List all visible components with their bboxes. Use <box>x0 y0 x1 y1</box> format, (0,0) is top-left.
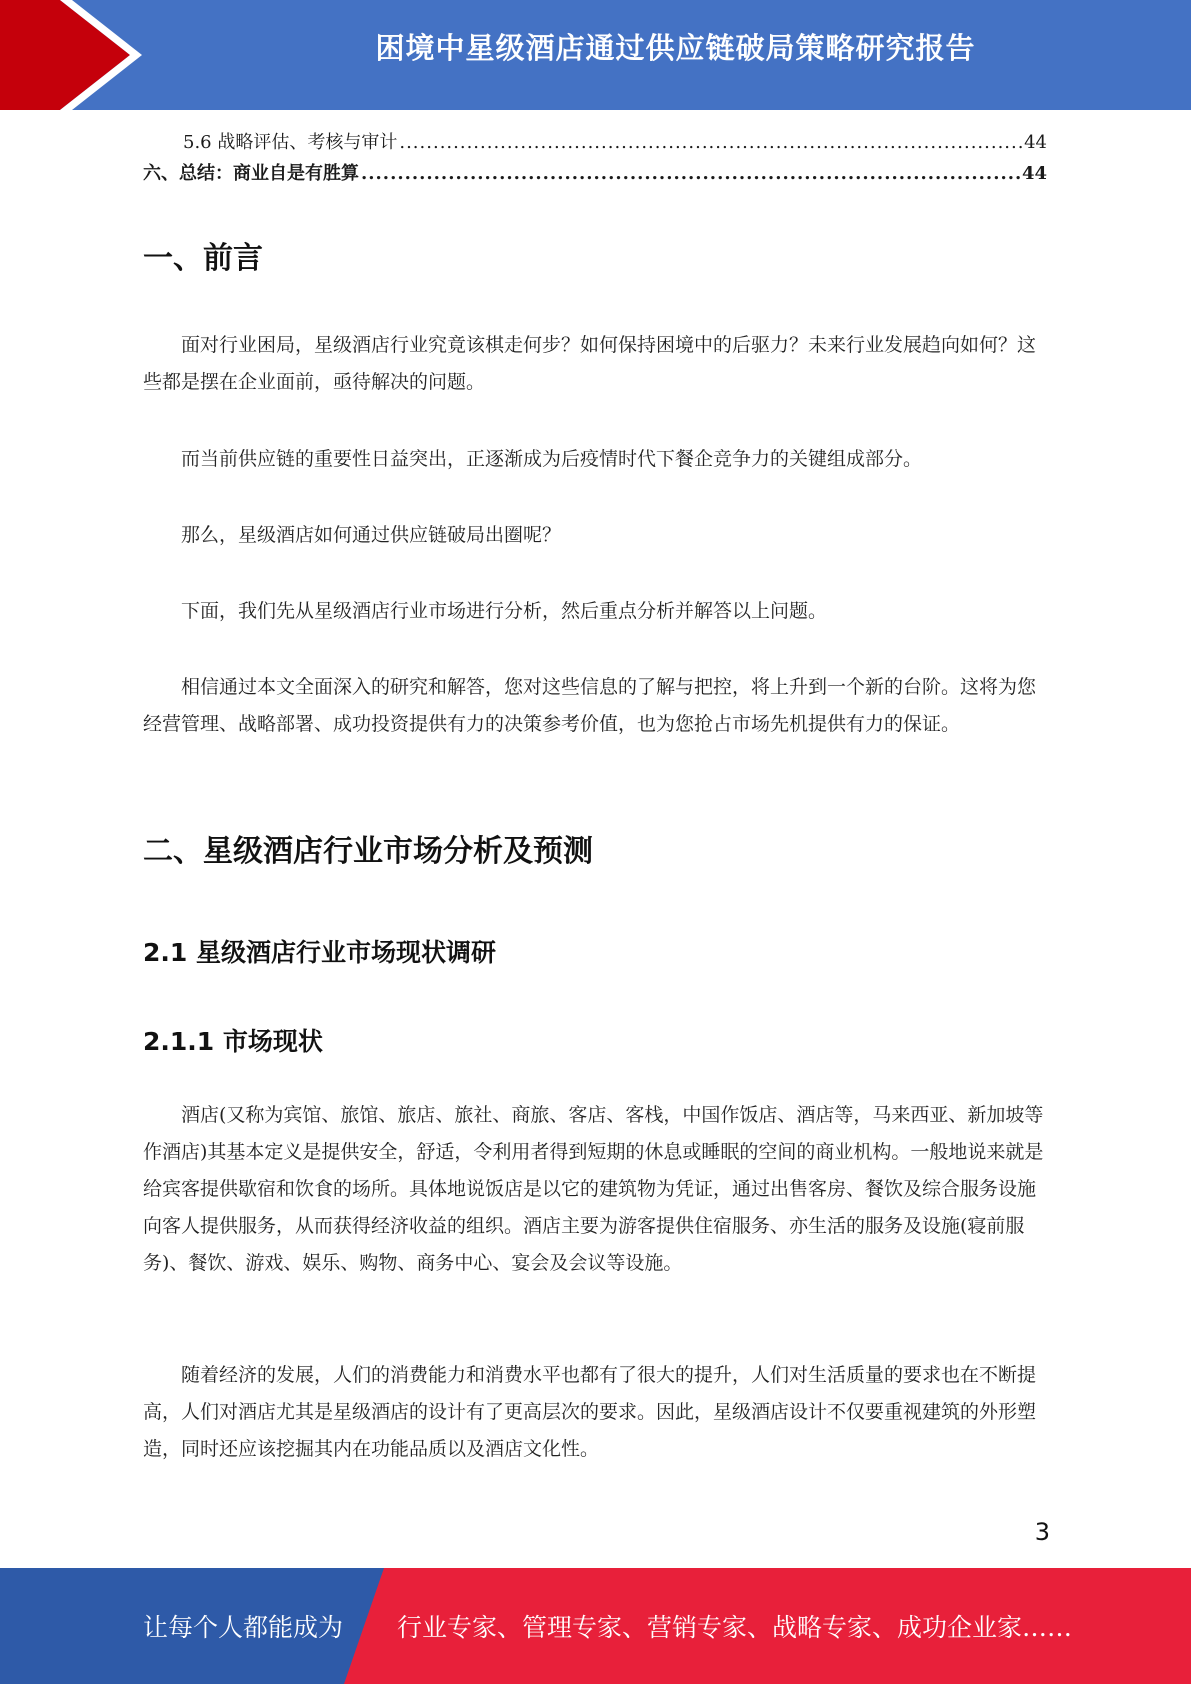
toc-entry[interactable] <box>143 160 1047 188</box>
footer-slogan-right: 行业专家、管理专家、营销专家、战略专家、成功企业家…… <box>397 1613 1073 1642</box>
header-title: 困境中星级酒店通过供应链破局策略研究报告 <box>375 31 976 65</box>
toc-entry-page: 44 <box>1024 132 1047 153</box>
toc-entry-label: 六、总结：商业自是有胜算 <box>143 163 359 184</box>
page-header <box>0 0 1191 110</box>
toc-entry[interactable] <box>143 129 1047 157</box>
toc-leader <box>399 129 1022 157</box>
subsection-heading: 2.1 星级酒店行业市场现状调研 <box>143 938 496 967</box>
page-number: 3 <box>1034 1518 1050 1546</box>
toc-entry-page: 44 <box>1021 163 1047 184</box>
toc-entry-label: 5.6 战略评估、考核与审计 <box>183 132 398 153</box>
paragraph: 酒店(又称为宾馆、旅馆、旅店、旅社、商旅、客店、客栈，中国作饭店、酒店等，马来西亚、新加坡等作酒店)其基本定义是提供安全，舒适，令利用者得到短期的休息或睡眠的空间的商业机构。一般地说来就是给宾客提供歇宿和饮食的场所。具体地说饭店是以它的建筑物为凭证，通过出售客房、餐饮及综合服务设施向客人提供服务，从而获得经济收益的组织。酒店主要为游客提供住宿服务、亦生活的服务及设施(寝前服务)、餐饮、游戏、娱乐、购物、商务中心、宴会及会议等设施。 <box>143 1104 1044 1274</box>
section-heading-market: 二、星级酒店行业市场分析及预测 <box>143 834 593 869</box>
paragraph: 下面，我们先从星级酒店行业市场进行分析，然后重点分析并解答以上问题。 <box>181 600 828 622</box>
footer-slogan-left: 让每个人都能成为 <box>143 1613 344 1642</box>
paragraph: 面对行业困局，星级酒店行业究竟该棋走何步？如何保持困境中的后驱力？未来行业发展趋向如何？这些都是摆在企业面前，亟待解决的问题。 <box>143 334 1037 393</box>
paragraph: 随着经济的发展，人们的消费能力和消费水平也都有了很大的提升，人们对生活质量的要求也在不断提高，人们对酒店尤其是星级酒店的设计有了更高层次的要求。因此，星级酒店设计不仅要重视建筑的外形塑造，同时还应该挖掘其内在功能品质以及酒店文化性。 <box>143 1364 1037 1460</box>
paragraph: 那么，星级酒店如何通过供应链破局出圈呢？ <box>181 524 562 546</box>
toc-leader <box>361 160 1020 188</box>
subsubsection-heading: 2.1.1 市场现状 <box>143 1027 323 1056</box>
paragraph: 而当前供应链的重要性日益突出，正逐渐成为后疫情时代下餐企竞争力的关键组成部分。 <box>181 448 923 470</box>
page-footer <box>0 1568 1191 1684</box>
paragraph: 相信通过本文全面深入的研究和解答，您对这些信息的了解与把控，将上升到一个新的台阶。这将为您经营管理、战略部署、成功投资提供有力的决策参考价值，也为您抢占市场先机提供有力的保证。 <box>143 676 1037 735</box>
section-heading-preface: 一、前言 <box>143 241 263 276</box>
header-chevron-icon <box>0 0 160 110</box>
